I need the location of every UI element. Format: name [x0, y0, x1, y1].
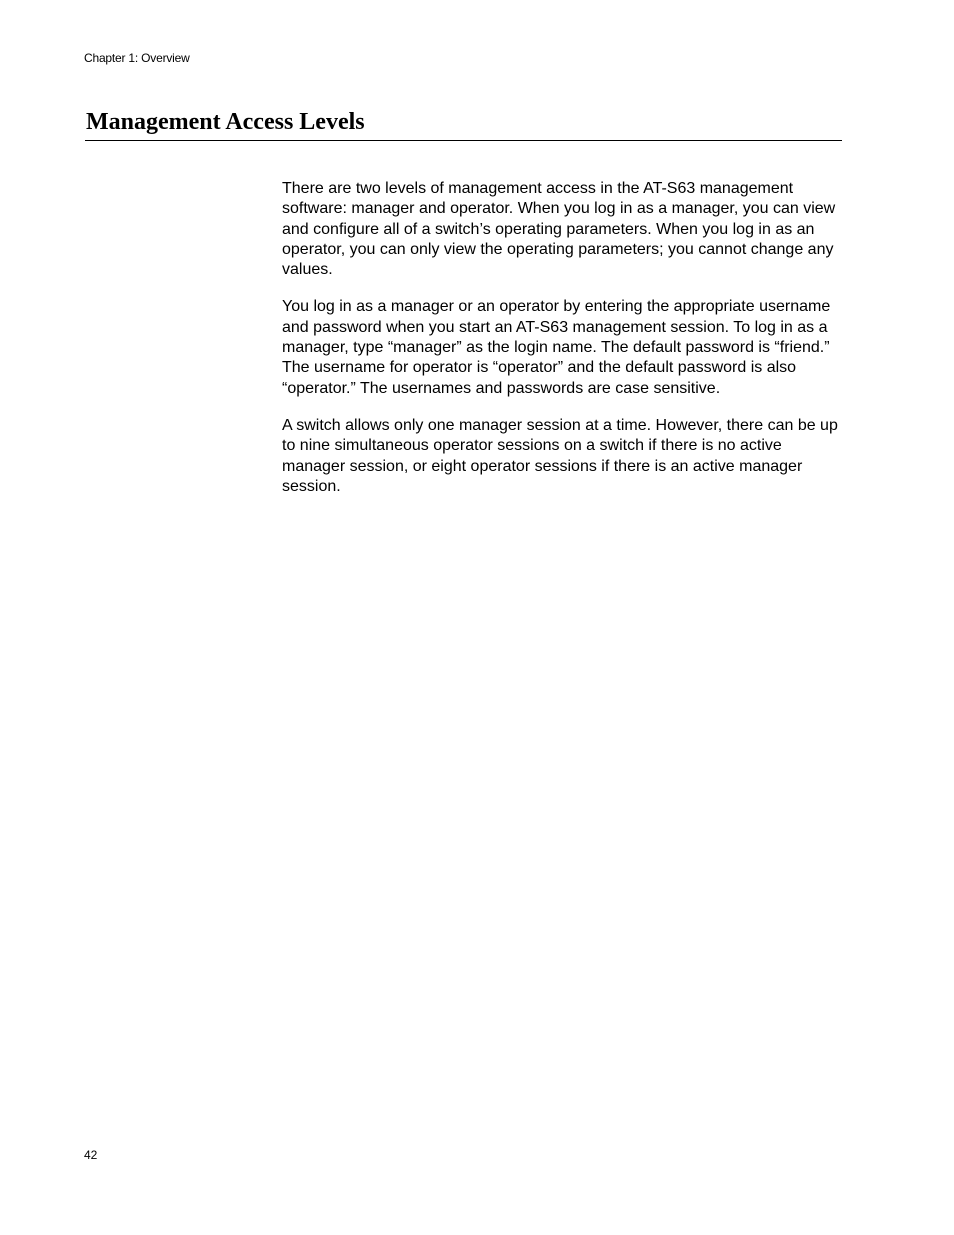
running-header: Chapter 1: Overview [84, 51, 190, 65]
section-body [282, 179, 844, 514]
paragraph-session-limits: A switch allows only one manager session at a time. However, there can be up to nine simultaneous operator sessions on a switch if there is no active manager session, or eight operator sessions if there is an active manager session. [282, 416, 838, 495]
section-title: Management Access Levels [86, 109, 365, 135]
page-number: 42 [84, 1148, 98, 1162]
paragraph-access-levels: There are two levels of management access in the AT-S63 management software: manager and operator. When you log in as a manager, you can view and configure all of a switch’s operating parameters. When you log in as an operator, you can only view the operating parameters; you cannot change any values. [282, 180, 836, 279]
paragraph-login-credentials: You log in as a manager or an operator by entering the appropriate username and password when you start an AT-S63 management session. To log in as a manager, type “manager” as the login name. The default password is “friend.” The username for operator is “operator” and the default password is also “operator.” The usernames and passwords are case sensitive. [282, 298, 831, 397]
title-divider [85, 140, 842, 141]
